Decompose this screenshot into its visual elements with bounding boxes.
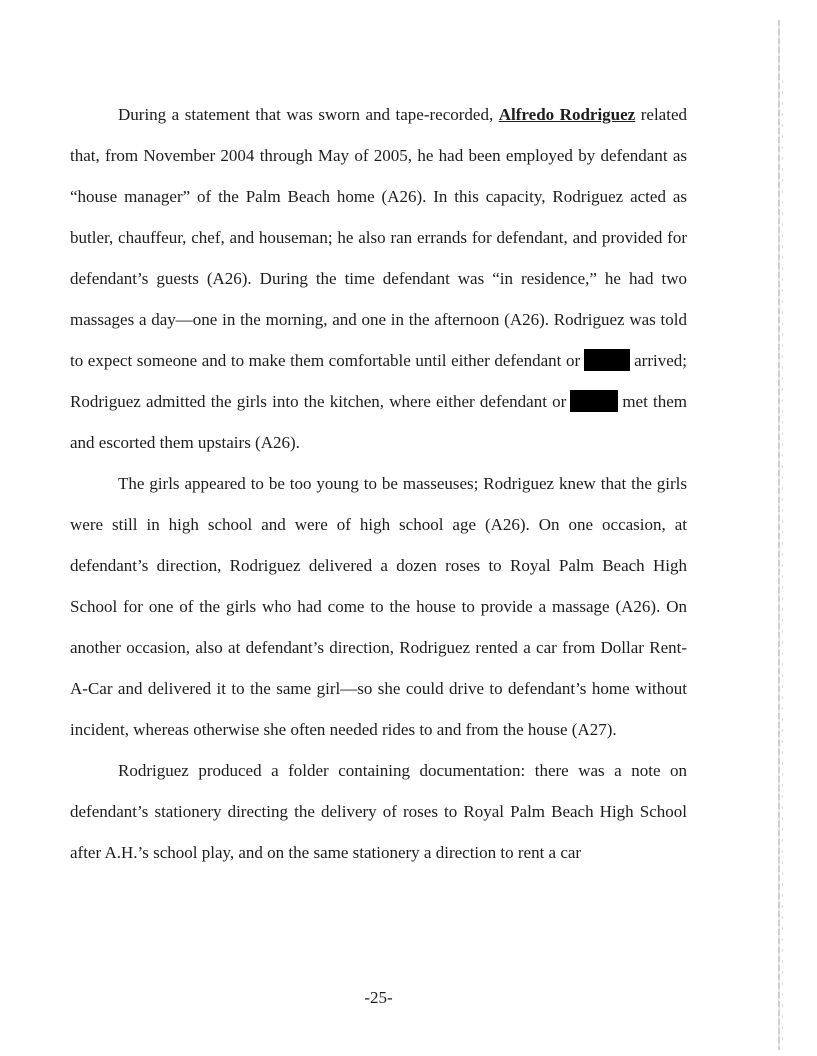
page-number: -25- <box>364 988 393 1007</box>
paragraph-2: The girls appeared to be too young to be masseuses; Rodriguez knew that the girls were still in high school and were of high school age (A26). On one occasion, at defendant’s direction, Rodriguez delivered a dozen roses to Royal Palm Beach High School for one of the girls who had come to the house to provide a massage (A26). On another occasion, also at defendant’s direction, Rodriguez rented a car from Dollar Rent-A-Car and delivered it to the same girl—so she could drive to defendant’s home without incident, whereas otherwise she often needed rides to and from the house (A27). <box>70 474 687 739</box>
paragraph-3: Rodriguez produced a folder containing documentation: there was a note on defendant’s stationery directing the delivery of roses to Royal Palm Beach High School after A.H.’s school play, and on the same stationery a direction to rent a car <box>70 761 687 862</box>
paragraph-1-end: met them and escorted them upstairs (A26). <box>70 392 688 452</box>
witness-name: Alfredo Rodriguez <box>498 105 636 124</box>
body-text <box>70 94 687 873</box>
redaction-box <box>584 349 630 371</box>
paragraph-1-mid: arrived; Rodriguez admitted the girls into the kitchen, where either defendant or <box>70 351 687 411</box>
scan-edge-line <box>778 20 780 1050</box>
paragraph-1-body: related that, from November 2004 through May of 2005, he had been employed by defendant as “house manager” of the Palm Beach home (A26). In this capacity, Rodriguez acted as butler, chauffeur, chef, and houseman; he also ran errands for defendant, and provided for defendant’s guests (A26). During the time defendant was “in residence,” he had two massages a day—one in the morning, and one in the afternoon (A26). Rodriguez was told to expect someone and to make them comfortable until either defendant or <box>70 105 687 370</box>
redaction-box <box>570 390 618 412</box>
paragraph-1-intro: During a statement that was sworn and tape-recorded, <box>118 105 499 124</box>
paragraph-1 <box>70 94 687 463</box>
scan-edge-line-secondary <box>782 80 783 1040</box>
